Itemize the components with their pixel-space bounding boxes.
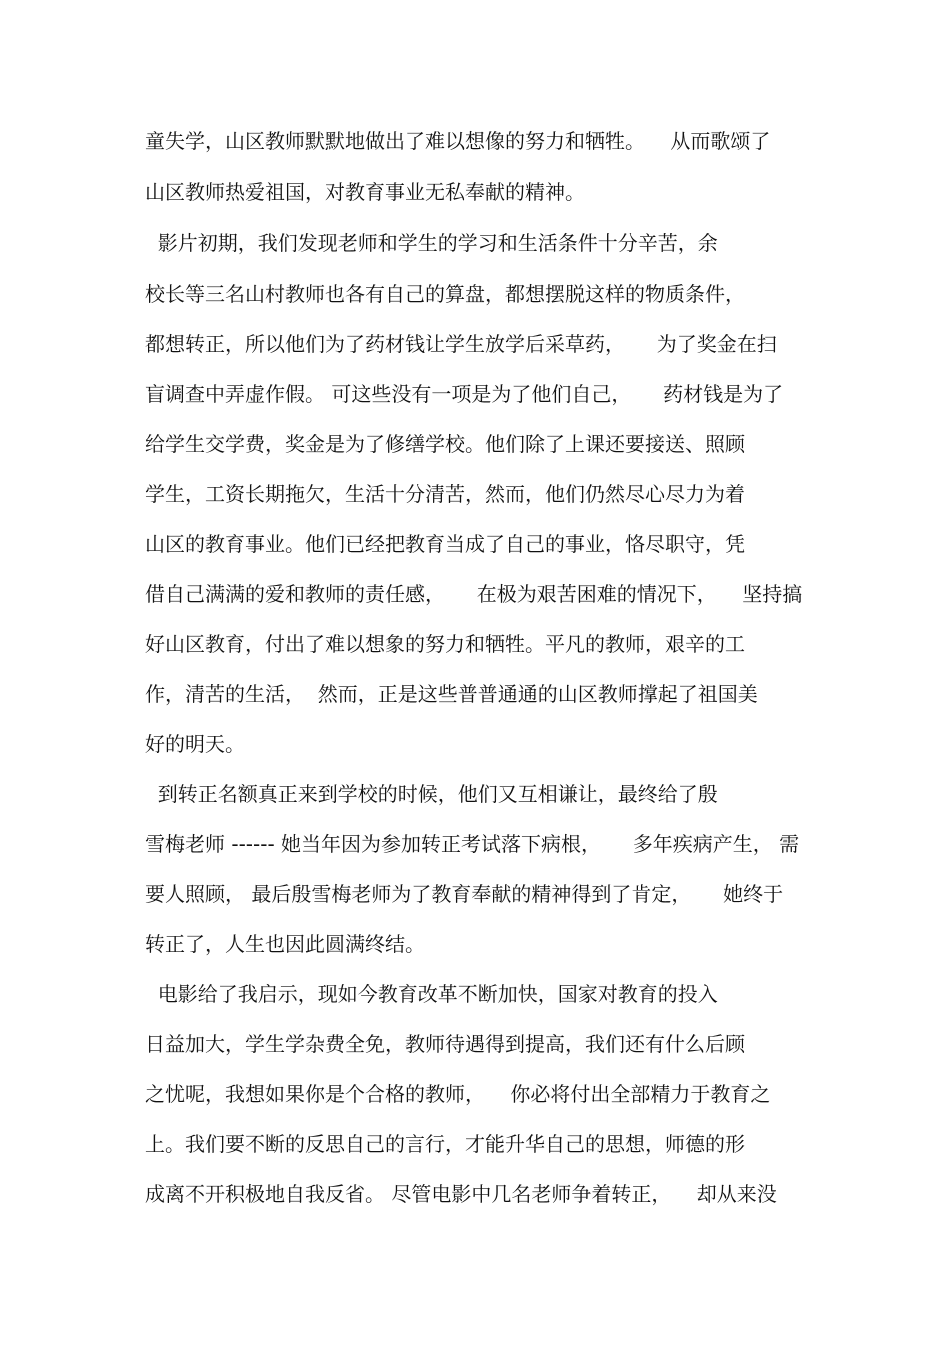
text-line-6: 盲调查中弄虚作假。 可这些没有一项是为了他们自己， 药材钱是为了 (145, 382, 784, 406)
text-line-21: 上。我们要不断的反思自己的言行，才能升华自己的思想，师德的形 (145, 1132, 745, 1156)
text-line-15: 雪梅老师 ------ 她当年因为参加转正考试落下病根， 多年疾病产生， 需 (145, 832, 800, 856)
text-line-16: 要人照顾， 最后殷雪梅老师为了教育奉献的精神得到了肯定， 她终于 (145, 882, 784, 906)
text-line-19: 日益加大，学生学杂费全免，教师待遇得到提高，我们还有什么后顾 (145, 1032, 745, 1056)
text-line-20: 之忧呢，我想如果你是个合格的教师， 你必将付出全部精力于教育之 (145, 1082, 771, 1106)
text-line-3: 影片初期，我们发现老师和学生的学习和生活条件十分辛苦，余 (145, 231, 718, 255)
text-line-14: 到转正名额真正来到学校的时候，他们又互相谦让，最终给了殷 (145, 782, 718, 806)
text-line-12: 作，清苦的生活， 然而，正是这些普普通通的山区教师撑起了祖国美 (145, 682, 758, 706)
text-line-11: 好山区教育，付出了难以想象的努力和牺牲。平凡的教师，艰辛的工 (145, 632, 745, 656)
text-line-9: 山区的教育事业。他们已经把教育当成了自己的事业，恪尽职守，凭 (145, 532, 745, 556)
text-line-18: 电影给了我启示，现如今教育改革不断加快，国家对教育的投入 (145, 982, 718, 1006)
text-line-7: 给学生交学费，奖金是为了修缮学校。他们除了上课还要接送、照顾 (145, 432, 745, 456)
text-line-17: 转正了，人生也因此圆满终结。 (145, 932, 425, 956)
text-line-4: 校长等三名山村教师也各有自己的算盘，都想摆脱这样的物质条件， (145, 282, 745, 306)
text-line-22: 成离不开积极地自我反省。 尽管电影中几名老师争着转正， 却从来没 (145, 1182, 777, 1206)
text-line-13: 好的明天。 (145, 732, 245, 756)
text-line-2: 山区教师热爱祖国，对教育事业无私奉献的精神。 (145, 180, 585, 204)
text-line-1: 童失学，山区教师默默地做出了难以想像的努力和牺牲。 从而歌颂了 (145, 129, 771, 153)
text-line-10: 借自己满满的爱和教师的责任感， 在极为艰苦困难的情况下， 坚持搞 (145, 582, 803, 606)
text-line-5: 都想转正，所以他们为了药材钱让学生放学后采草药， 为了奖金在扫 (145, 332, 777, 356)
text-line-8: 学生，工资长期拖欠，生活十分清苦，然而，他们仍然尽心尽力为着 (145, 482, 745, 506)
